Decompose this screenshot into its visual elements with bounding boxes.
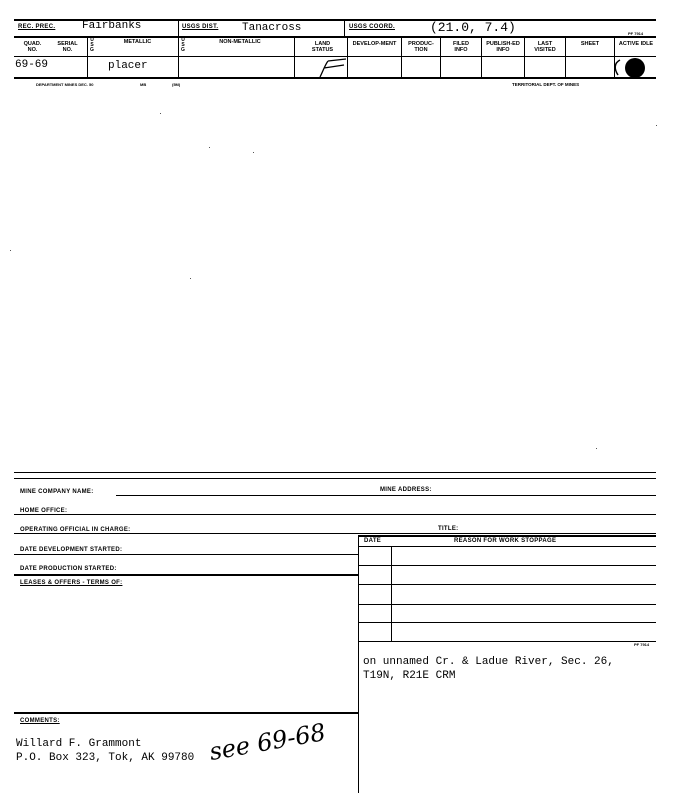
col-divider-5	[401, 37, 402, 78]
stoppage-row-rule-5	[358, 641, 656, 642]
comments-rule	[14, 712, 358, 714]
location-line-1: on unnamed Cr. & Ladue River, Sec. 26,	[363, 656, 614, 668]
footer-mid-text-2: (5M)	[172, 82, 181, 87]
mine-company-label: MINE COMPANY NAME:	[20, 489, 94, 495]
leases-offers-label: LEASES & OFFERS - TERMS OF:	[20, 580, 123, 586]
land-status-header: LAND STATUS	[311, 41, 334, 53]
column-header-rule	[14, 56, 656, 57]
footer-left-text: DEPARTMENT MINES DEC. 50	[36, 82, 94, 87]
rec-prec-value: Fairbanks	[82, 20, 142, 32]
stoppage-header-rule	[358, 546, 656, 547]
sheet-header: SHEET	[580, 41, 600, 47]
lower-top-rule-2	[14, 478, 656, 479]
nonmetallic-code-header: U S G	[181, 37, 185, 53]
contact-address: P.O. Box 323, Tok, AK 99780	[16, 752, 195, 764]
scan-speck	[10, 250, 11, 251]
development-header: DEVELOP-MENT	[352, 41, 397, 47]
footer-right-text: TERRITORIAL DEPT. OF MINES	[512, 82, 580, 87]
stoppage-row-rule-2	[358, 584, 656, 585]
lower-center-divider	[358, 535, 359, 793]
active-idle-header: ACTIVE IDLE	[618, 41, 654, 47]
operating-official-rule	[14, 533, 656, 534]
scan-speck	[253, 152, 254, 153]
active-status-dot	[612, 56, 650, 80]
land-status-mark	[314, 58, 348, 78]
metallic-value: placer	[108, 60, 148, 72]
published-info-header: PUBLISH-ED INFO	[486, 41, 520, 53]
usgs-coord-value: (21.0, 7.4)	[430, 20, 516, 35]
usgs-dist-label: USGS DIST.	[182, 24, 219, 30]
home-office-label: HOME OFFICE:	[20, 508, 68, 514]
home-office-rule	[14, 514, 656, 515]
nonmetallic-header: NON-METALLIC	[219, 39, 261, 45]
comments-label: COMMENTS:	[20, 718, 60, 724]
quad-serial-header	[16, 41, 86, 53]
date-production-label: DATE PRODUCTION STARTED:	[20, 566, 117, 572]
header-rule	[14, 36, 656, 38]
col-divider-8	[524, 37, 525, 78]
mine-company-rule	[116, 495, 656, 496]
date-column-header: DATE	[364, 538, 382, 544]
rec-prec-label: REC. PREC.	[18, 24, 56, 30]
footer-mid-text-1: MB	[140, 82, 147, 87]
header-divider-2	[344, 19, 345, 38]
quad-serial-value: 69-69	[15, 59, 49, 71]
operating-official-label: OPERATING OFFICIAL IN CHARGE:	[20, 527, 131, 533]
location-line-2: T19N, R21E CRM	[363, 670, 456, 682]
col-divider-3	[294, 37, 295, 78]
col-divider-9	[565, 37, 566, 78]
stoppage-row-rule-3	[358, 604, 656, 605]
col-divider-2	[178, 37, 179, 78]
form-number: PF 7914	[628, 31, 644, 36]
metallic-code-header: U S G	[90, 37, 94, 53]
header-divider-1	[178, 19, 179, 38]
usgs-dist-value: Tanacross	[242, 22, 302, 34]
stoppage-row-rule-1	[358, 565, 656, 566]
lower-top-rule	[14, 472, 656, 473]
stoppage-date-divider	[391, 546, 392, 642]
stoppage-row-rule-4	[358, 622, 656, 623]
scan-speck	[160, 113, 161, 114]
mine-address-label: MINE ADDRESS:	[380, 487, 432, 493]
scan-speck	[209, 147, 210, 148]
date-production-rule	[14, 574, 358, 576]
production-header: PRODUC-TION	[408, 41, 434, 53]
metallic-header: METALLIC	[123, 39, 152, 45]
handwritten-note: see 69-68	[207, 718, 328, 766]
filed-info-header: FILED INFO	[453, 41, 469, 53]
contact-name: Willard F. Grammont	[16, 738, 142, 750]
col-divider-7	[481, 37, 482, 78]
col-divider-6	[440, 37, 441, 78]
col-divider-1	[87, 37, 88, 78]
date-development-label: DATE DEVELOPMENT STARTED:	[20, 547, 123, 553]
last-visited-header: LAST VISITED	[534, 41, 556, 53]
serial-no-header: SERIAL NO.	[57, 41, 78, 53]
quad-no-header: QUAD. NO.	[23, 41, 42, 53]
scan-speck	[190, 278, 191, 279]
reason-column-header: REASON FOR WORK STOPPAGE	[454, 538, 557, 544]
stoppage-header-top-rule	[358, 535, 656, 537]
title-label: TITLE:	[438, 526, 459, 532]
scan-speck	[596, 448, 597, 449]
date-development-rule	[14, 554, 358, 555]
stoppage-form-code: PF 7914	[634, 642, 650, 647]
usgs-coord-label: USGS COORD.	[349, 24, 395, 30]
scan-speck	[656, 125, 657, 126]
